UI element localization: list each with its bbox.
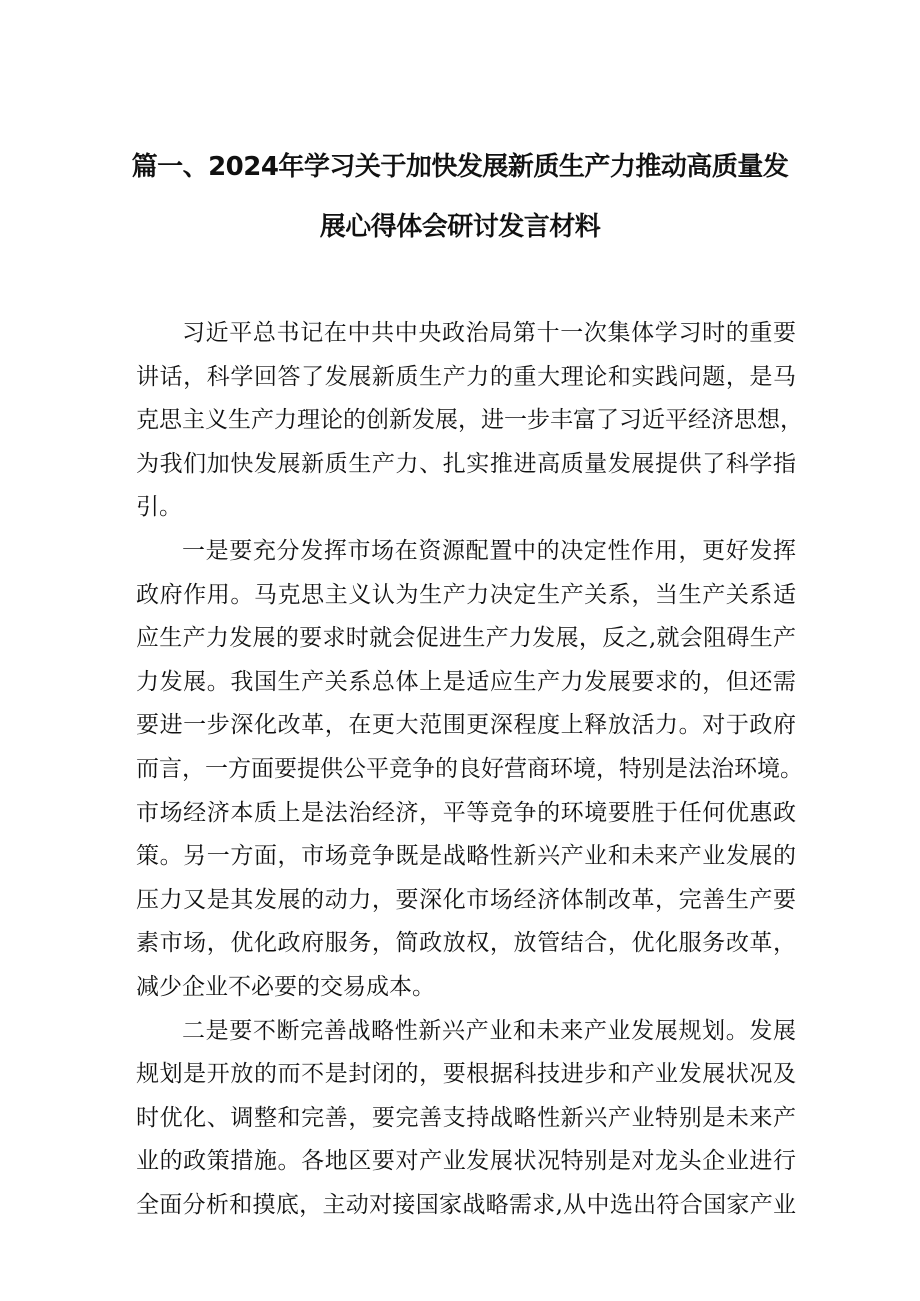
text-line: 全面分析和摸底，主动对接国家战略需求,从中选出符合国家产业 bbox=[136, 1191, 796, 1218]
text-line: 压力又是其发展的动力，要深化市场经济体制改革，完善生产要 bbox=[136, 886, 796, 913]
text-line: 策。另一方面，市场竞争既是战略性新兴产业和未来产业发展的 bbox=[136, 843, 796, 870]
text-line: 时优化、调整和完善，要完善支持战略性新兴产业特别是未来产 bbox=[136, 1104, 796, 1131]
text-line: 政府作用。马克思主义认为生产力决定生产关系，当生产关系适 bbox=[136, 581, 796, 608]
text-line: 为我们加快发展新质生产力、扎实推进高质量发展提供了科学指 bbox=[136, 450, 796, 477]
text-line: 要进一步深化改革，在更大范围更深程度上释放活力。对于政府 bbox=[136, 712, 796, 739]
text-line: 市场经济本质上是法治经济，平等竞争的环境要胜于任何优惠政 bbox=[136, 799, 796, 826]
text-line: 习近平总书记在中共中央政治局第十一次集体学习时的重要 bbox=[182, 320, 796, 346]
document-body bbox=[136, 312, 803, 1227]
paragraph-point-one bbox=[136, 530, 803, 1010]
document-title-line-1: 篇一、2024年学习关于加快发展新质生产力推动高质量发 bbox=[131, 152, 789, 182]
text-line: 讲话，科学回答了发展新质生产力的重大理论和实践问题，是马 bbox=[136, 363, 796, 390]
text-line: 力发展。我国生产关系总体上是适应生产力发展要求的，但还需 bbox=[136, 668, 796, 695]
text-line: 素市场，优化政府服务，简政放权，放管结合，优化服务改革， bbox=[136, 930, 796, 957]
text-line: 二是要不断完善战略性新兴产业和未来产业发展规划。发展 bbox=[182, 1017, 796, 1044]
text-line: 引。 bbox=[136, 494, 182, 521]
text-line: 应生产力发展的要求时就会促进生产力发展，反之,就会阻碍生产 bbox=[136, 625, 796, 652]
text-line: 规划是开放的而不是封闭的，要根据科技进步和产业发展状况及 bbox=[136, 1061, 796, 1088]
text-line: 一是要充分发挥市场在资源配置中的决定性作用，更好发挥 bbox=[182, 537, 796, 564]
paragraph-point-two bbox=[136, 1010, 796, 1228]
text-line: 减少企业不必要的交易成本。 bbox=[136, 973, 435, 1000]
document-title-line-2: 展心得体会研讨发言材料 bbox=[319, 212, 601, 242]
text-line: 业的政策措施。各地区要对产业发展状况特别是对龙头企业进行 bbox=[136, 1148, 796, 1175]
text-line: 而言，一方面要提供公平竞争的良好营商环境，特别是法治环境。 bbox=[136, 755, 803, 782]
text-line: 克思主义生产力理论的创新发展，进一步丰富了习近平经济思想， bbox=[136, 407, 803, 434]
paragraph-intro bbox=[136, 312, 803, 530]
